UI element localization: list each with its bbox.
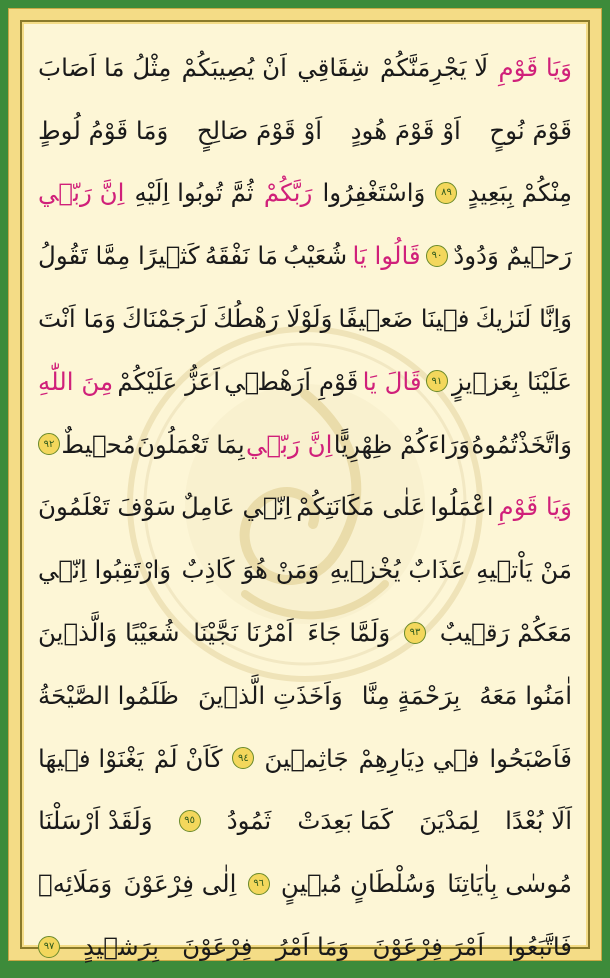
verse-word: مُح۪يطٌ xyxy=(61,429,136,459)
verse-word: لَا يَجْرِمَنَّكُمْ xyxy=(380,52,489,82)
verse-word: وَمَا اَمْرُ xyxy=(275,932,350,962)
verse-word: اَنْ يُصِيبَكُمْ xyxy=(181,52,287,82)
verse-line xyxy=(38,790,572,853)
verse-word: اِنّ۪ي عَامِلٌ xyxy=(180,492,292,522)
verse-word: عَلَيْنَا بِعَز۪يزٍ xyxy=(452,366,572,396)
verse-line xyxy=(38,476,572,539)
verse-word: اٰمَنُوا مَعَهُ xyxy=(479,680,572,710)
verse-word: جَاثِم۪ينَ xyxy=(264,743,349,773)
verse-word: يَغْنَوْا ف۪يهَا xyxy=(38,743,144,773)
ayah-number-marker: ٩٠ xyxy=(426,245,448,267)
verse-line xyxy=(38,99,572,162)
verse-word: وَارْتَقِبُوا اِنّ۪ي xyxy=(38,555,172,585)
verse-word: مِنْكُمْ بِبَعِيدٍ xyxy=(467,178,572,208)
ayah-number-marker: ٩٣ xyxy=(404,622,426,644)
verse-word: بِرَحْمَةٍ مِنَّا xyxy=(361,680,461,710)
verse-line xyxy=(38,852,572,915)
verse-word: بِرَش۪يدٍ xyxy=(83,932,159,962)
verse-word: فَاتَّبَعُوا xyxy=(507,932,572,962)
verse-word: ظَلَمُوا الصَّيْحَةُ xyxy=(38,680,179,710)
verse-word: قَوْمَ نُوحٍ xyxy=(489,115,572,145)
verse-word: شُعَيْبُ xyxy=(283,241,348,271)
highlighted-word: قَالُوا يَا xyxy=(352,241,421,271)
verse-word: وَلَقَدْ اَرْسَلْنَا xyxy=(38,806,153,836)
ayah-number-marker: ٩٤ xyxy=(232,747,254,769)
verse-word: كَث۪يرًا مِمَّا تَقُولُ xyxy=(38,241,200,271)
verse-word: اعْمَلُوا xyxy=(430,492,494,522)
verse-line xyxy=(38,162,572,225)
verse-word: ثُمَّ تُوبُوا اِلَيْهِ xyxy=(134,178,254,208)
verse-word: عَذَابٌ يُخْز۪يهِ xyxy=(329,555,466,585)
highlighted-word: اِنَّ رَبّ۪ي xyxy=(246,429,333,459)
verse-line xyxy=(38,538,572,601)
verse-word: اَمْرُنَا نَجَّيْنَا xyxy=(193,618,294,648)
verse-word: كَمَا بَعِدَتْ xyxy=(297,806,393,836)
verse-line xyxy=(38,350,572,413)
verse-word: مَعَكُمْ رَق۪يبٌ xyxy=(439,618,572,648)
ayah-number-marker: ٩٥ xyxy=(179,810,201,832)
verse-word: رَح۪يمٌ وَدُودٌ xyxy=(453,241,572,271)
verse-line xyxy=(38,601,572,664)
ayah-number-marker: ٩١ xyxy=(426,370,448,392)
verse-word: مَنْ يَاْت۪يهِ xyxy=(476,555,572,585)
verse-word: بِمَا تَعْمَلُونَ xyxy=(136,429,245,459)
highlighted-word: اِنَّ رَبّ۪ي xyxy=(38,178,125,208)
verse-line xyxy=(38,915,572,978)
highlighted-word: رَبَّكُمْ xyxy=(263,178,313,208)
verse-line xyxy=(38,36,572,99)
verse-word: مَا نَفْقَهُ xyxy=(204,241,278,271)
verse-line xyxy=(38,224,572,287)
verse-word: وَاسْتَغْفِرُوا xyxy=(322,178,426,208)
verse-word: وَمَنْ هُوَ كَاذِبٌ xyxy=(181,555,320,585)
verse-word: عَلٰى مَكَانَتِكُمْ xyxy=(296,492,426,522)
verse-word: مِثْلُ مَا اَصَابَ xyxy=(38,52,172,82)
verse-word: وَمَلَائِه۪ xyxy=(38,869,113,899)
verse-line xyxy=(38,413,572,476)
verse-word: وَسُلْطَانٍ مُب۪ينٍ xyxy=(280,869,436,899)
verse-word: مُوسٰى بِاٰيَاتِنَا xyxy=(447,869,572,899)
highlighted-word: وَيَا قَوْمِ xyxy=(498,492,572,522)
verse-lines xyxy=(38,36,572,978)
highlighted-word: وَيَا قَوْمِ xyxy=(498,52,572,82)
page-body xyxy=(24,24,586,962)
verse-word: كَاَنْ لَمْ xyxy=(153,743,223,773)
verse-word: ف۪ينَا ضَع۪يفًا xyxy=(338,304,470,334)
verse-word: اَعَزُّ عَلَيْكُمْ xyxy=(117,366,221,396)
ayah-number-marker: ٩٦ xyxy=(248,873,270,895)
ayah-number-marker: ٩٢ xyxy=(38,433,60,455)
highlighted-word: مِنَ اللّٰهِ xyxy=(38,366,114,396)
verse-word: وَمَا اَنْتَ xyxy=(38,304,116,334)
verse-word: اَمْرَ فِرْعَوْنَ xyxy=(372,932,485,962)
verse-word: شُعَيْبًا وَالَّذ۪ينَ xyxy=(38,618,180,648)
verse-word: وَاَخَذَتِ الَّذ۪ينَ xyxy=(197,680,343,710)
highlighted-word: قَالَ يَا xyxy=(362,366,422,396)
verse-word: لِمَدْيَنَ xyxy=(419,806,480,836)
verse-word: اَلَا بُعْدًا xyxy=(505,806,572,836)
verse-word: وَاتَّخَذْتُمُوهُ xyxy=(471,429,572,459)
verse-word: فَاَصْبَحُوا xyxy=(489,743,572,773)
verse-word: وَمَا قَوْمُ لُوطٍ xyxy=(38,115,169,145)
verse-word: وَلَوْلَا رَهْطُكَ xyxy=(213,304,333,334)
verse-word: وَرَاءَكُمْ ظِهْرِيًّا xyxy=(333,429,471,459)
verse-line xyxy=(38,727,572,790)
verse-line xyxy=(38,287,572,350)
verse-word: سَوْفَ تَعْلَمُونَ xyxy=(38,492,176,522)
verse-word: اِلٰى فِرْعَوْنَ xyxy=(123,869,237,899)
verse-word: وَاِنَّا لَنَرٰيكَ xyxy=(475,304,572,334)
verse-word: قَوْمِ اَرَهْط۪ي xyxy=(224,366,359,396)
verse-word: وَلَمَّا جَاءَ xyxy=(307,618,391,648)
verse-word: اَوْ قَوْمَ صَالِحٍ xyxy=(196,115,323,145)
verse-word: اَوْ قَوْمَ هُودٍ xyxy=(350,115,461,145)
ayah-number-marker: ٨٩ xyxy=(435,182,457,204)
ayah-number-marker: ٩٧ xyxy=(38,936,60,958)
verse-word: شِقَاقِي xyxy=(297,52,370,82)
verse-word: فِرْعَوْنَ xyxy=(182,932,253,962)
verse-word: ثَمُودُ xyxy=(226,806,272,836)
verse-line xyxy=(38,664,572,727)
verse-word: ف۪ي دِيَارِهِمْ xyxy=(358,743,480,773)
verse-word: لَرَجَمْنَاكَ xyxy=(121,304,208,334)
